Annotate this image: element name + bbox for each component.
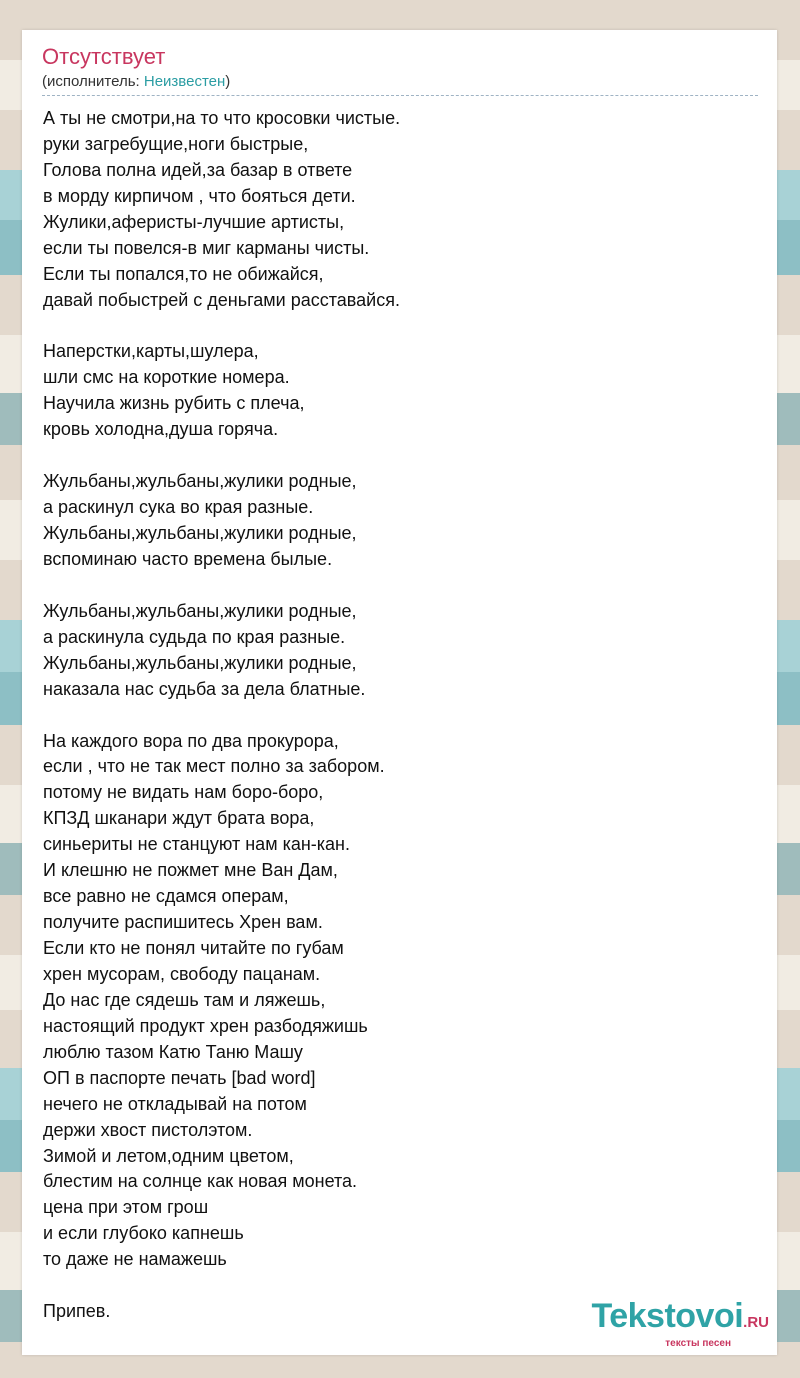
lyric-line: если , что не так мест полно за забором.: [43, 756, 385, 777]
stanza-break: [43, 314, 759, 340]
lyric-line: настоящий продукт хрен разбодяжишь: [43, 1015, 368, 1036]
stanza-break: [43, 573, 759, 599]
lyric-line: Жульбаны,жульбаны,жулики родные,: [43, 600, 357, 621]
lyric-line: все равно не сдамся операм,: [43, 886, 289, 907]
lyric-line: На каждого вора по два прокурора,: [43, 730, 339, 751]
lyric-line: а раскинула судьда по края разные.: [43, 626, 346, 647]
lyric-line: давай побыстрей с деньгами расставайся.: [43, 289, 400, 310]
artist-line: [42, 72, 758, 92]
lyric-line: Жульбаны,жульбаны,жулики родные,: [43, 652, 357, 673]
lyric-line: Если ты попался,то не обижайся,: [43, 263, 324, 284]
site-logo[interactable]: [591, 1299, 769, 1349]
stanza-break: [43, 1273, 759, 1299]
lyric-line: люблю тазом Катю Таню Машу: [43, 1041, 303, 1062]
artist-suffix: ): [225, 73, 231, 90]
lyric-line: Если кто не понял читайте по губам: [43, 938, 344, 958]
lyrics-text: [43, 106, 759, 1325]
logo-wordmark: [591, 1299, 769, 1340]
lyric-line: Жульбаны,жульбаны,жулики родные,: [43, 471, 357, 492]
logo-tagline: тексты песен: [665, 1338, 731, 1349]
lyric-line: ОП в паспорте печать [bad word]: [43, 1067, 316, 1088]
lyric-line: КПЗД шканари ждут брата вора,: [43, 808, 315, 829]
lyric-line: цена при этом грош: [43, 1197, 209, 1218]
lyric-line: Голова полна идей,за базар в ответе: [43, 159, 353, 180]
lyric-line: руки загребущие,ноги быстрые,: [43, 133, 309, 154]
logo-tld: .RU: [743, 1314, 769, 1331]
lyric-line: Научила жизнь рубить с плеча,: [43, 393, 305, 414]
logo-name: Tekstovoi: [591, 1297, 744, 1335]
lyric-line: нечего не откладывай на потом: [43, 1093, 307, 1114]
lyric-line: если ты повелся-в миг карманы чисты.: [43, 237, 370, 258]
lyric-line: Припев.: [43, 1301, 111, 1322]
artist-link[interactable]: Неизвестен: [143, 73, 226, 90]
lyric-line: и если глубоко капнешь: [43, 1223, 244, 1244]
lyric-line: Зимой и летом,одним цветом,: [43, 1145, 294, 1166]
song-title: Отсутствует: [42, 44, 166, 69]
lyric-line: шли смс на короткие номера.: [43, 367, 290, 388]
lyrics-card: [22, 30, 777, 1355]
song-header: [42, 44, 758, 96]
lyric-line: И клешню не пожмет мне Ван Дам,: [43, 860, 338, 881]
lyric-line: До нас где сядешь там и ляжешь,: [43, 989, 326, 1010]
lyric-line: А ты не смотри,на то что кросовки чистые.: [43, 108, 401, 128]
lyric-line: держи хвост пистолэтом.: [43, 1119, 253, 1140]
lyric-line: кровь холодна,душа горяча.: [43, 419, 279, 440]
lyric-line: Жульбаны,жульбаны,жулики родные,: [43, 523, 357, 543]
lyric-line: синьериты не станцуют нам кан-кан.: [43, 834, 351, 855]
lyric-line: получите распишитесь Хрен вам.: [43, 912, 323, 933]
lyric-line: Жулики,аферисты-лучшие артисты,: [43, 211, 345, 232]
lyric-line: хрен мусорам, свободу пацанам.: [43, 963, 321, 984]
lyric-line: блестим на солнце как новая монета.: [43, 1171, 358, 1192]
lyric-line: то даже не намажешь: [43, 1249, 227, 1270]
lyric-line: вспоминаю часто времена былые.: [43, 548, 333, 569]
lyric-line: в морду кирпичом , что бояться дети.: [43, 185, 356, 206]
stanza-break: [43, 443, 759, 469]
stanza-break: [43, 703, 759, 729]
lyric-line: наказала нас судьба за дела блатные.: [43, 678, 366, 699]
artist-prefix: (исполнитель:: [42, 73, 144, 90]
lyric-line: потому не видать нам боро-боро,: [43, 782, 324, 803]
lyric-line: Наперстки,карты,шулера,: [43, 341, 259, 362]
lyric-line: а раскинул сука во края разные.: [43, 497, 314, 518]
